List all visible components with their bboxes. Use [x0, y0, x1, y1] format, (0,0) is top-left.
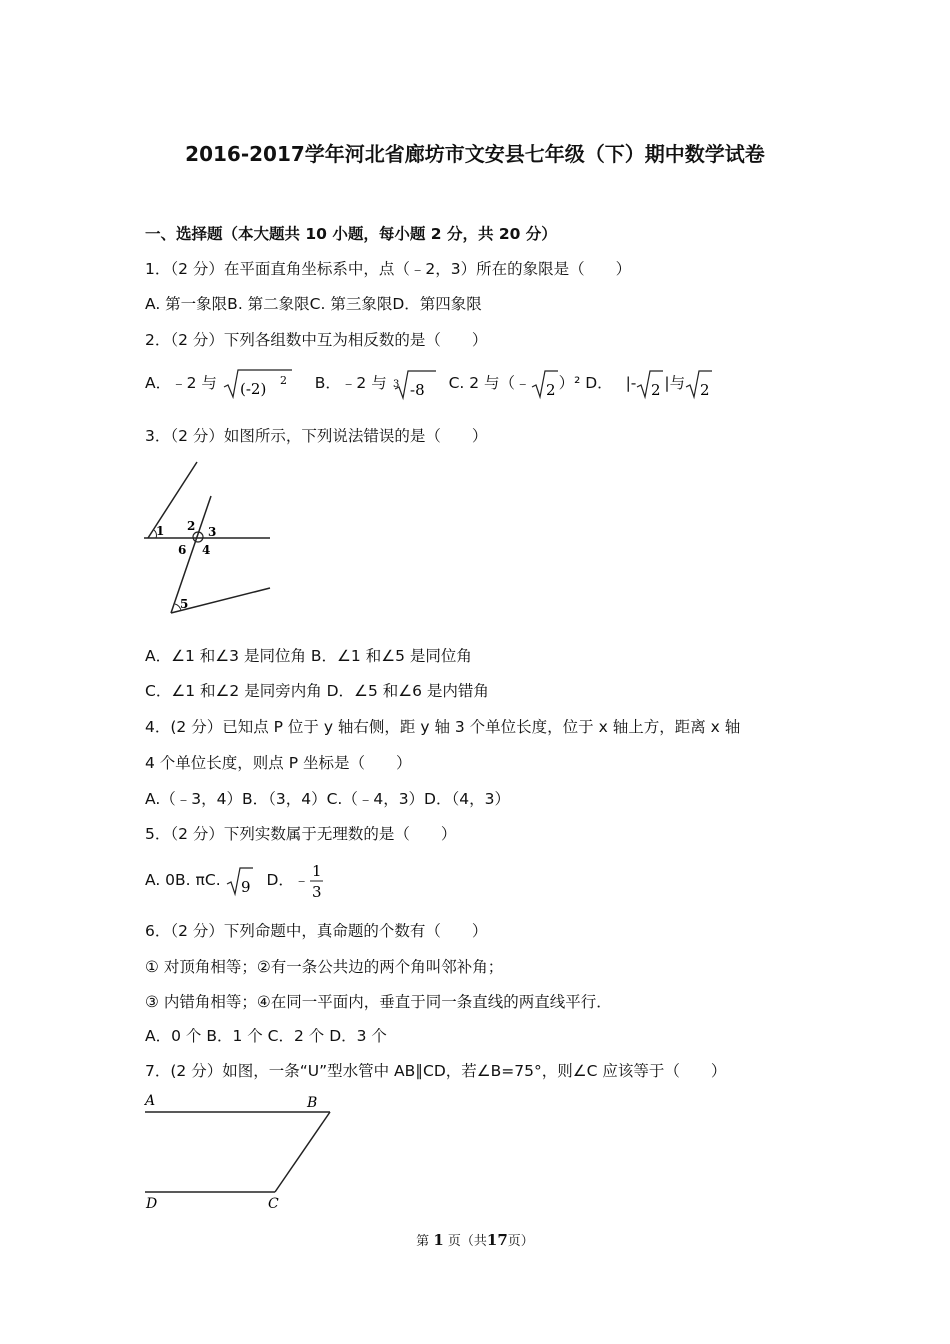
- footer-total-pages: 17: [486, 1231, 508, 1249]
- q2-a-exponent: 2: [279, 373, 287, 387]
- angle-label-3: 3: [208, 525, 217, 539]
- q2-option-b: B．﹣2 与: [314, 374, 387, 392]
- q2-option-c: C. 2 与（﹣: [448, 374, 531, 392]
- q2-options: [145, 366, 713, 401]
- q2-d-radicand-2: 2: [700, 380, 710, 399]
- angle-label-4: 4: [202, 543, 211, 557]
- q1-stem: 1．（2 分）在平面直角坐标系中，点（﹣2，3）所在的象限是（ ）: [145, 260, 632, 278]
- q4-stem-line2: 4 个单位长度，则点 P 坐标是（ ）: [145, 754, 412, 772]
- q2-stem: 2．（2 分）下列各组数中互为相反数的是（ ）: [145, 331, 488, 349]
- q6-statement-1: ① 对顶角相等；②有一条公共边的两个角叫邻补角；: [145, 958, 504, 976]
- sqrt-icon: [685, 367, 713, 401]
- angle-label-1: 1: [156, 524, 165, 538]
- q3-figure: [140, 458, 275, 618]
- q2-option-a: A．﹣2 与: [145, 374, 217, 392]
- footer-page-number: 1: [433, 1231, 444, 1249]
- q7-figure: [140, 1090, 340, 1220]
- q5-options-ab: A. 0B. πC.: [145, 871, 221, 889]
- sqrt-icon: [636, 367, 664, 401]
- q2-a-radicand: (-2): [239, 379, 267, 398]
- point-label-a: A: [145, 1093, 156, 1109]
- q3-options-cd: C．∠1 和∠2 是同旁内角 D．∠5 和∠6 是内错角: [145, 682, 489, 700]
- q4-stem-line1: 4．(2 分）已知点 P 位于 y 轴右侧，距 y 轴 3 个单位长度，位于 x 轴上方，距离 x 轴: [145, 718, 741, 736]
- q4-options: A.（﹣3，4）B．（3，4）C.（﹣4，3）D．（4，3）: [145, 790, 510, 808]
- q3-options-ab: A．∠1 和∠3 是同位角 B．∠1 和∠5 是同位角: [145, 647, 472, 665]
- q2-b-index: 3: [392, 378, 400, 390]
- point-label-b: B: [307, 1095, 318, 1111]
- q2-d-radicand-1: 2: [651, 380, 661, 399]
- q2-c-radicand: 2: [545, 380, 556, 399]
- page-footer: [0, 1230, 950, 1249]
- q6-options: A．0 个 B．1 个 C．2 个 D．3 个: [145, 1027, 387, 1045]
- exam-title: 2016-2017学年河北省廊坊市文安县七年级（下）期中数学试卷: [185, 142, 765, 166]
- sqrt-icon: [226, 864, 254, 898]
- q5-option-d: D．﹣: [266, 871, 310, 889]
- q5-c-radicand: 9: [240, 877, 251, 896]
- q6-stem: 6．（2 分）下列命题中，真命题的个数有（ ）: [145, 922, 488, 940]
- q5-stem: 5．（2 分）下列实数属于无理数的是（ ）: [145, 825, 457, 843]
- q7-stem: 7．(2 分）如图，一条“U”型水管中 AB∥CD，若∠B=75°，则∠C 应该等于（ ）: [145, 1062, 727, 1080]
- q5-fraction-denominator: 3: [312, 882, 322, 901]
- sqrt-icon: [222, 367, 294, 401]
- fraction-icon: [309, 861, 325, 901]
- angle-label-5: 5: [180, 597, 189, 611]
- q5-fraction-numerator: 1: [312, 861, 322, 880]
- footer-middle: 页（共: [447, 1234, 487, 1249]
- q5-options: [145, 860, 325, 901]
- section-heading: 一、选择题（本大题共 10 小题，每小题 2 分，共 20 分）: [145, 225, 557, 243]
- q2-b-radicand: -8: [409, 380, 425, 399]
- sqrt-icon: [531, 367, 559, 401]
- q1-options: A. 第一象限B. 第二象限C. 第三象限D．第四象限: [145, 295, 482, 313]
- footer-prefix: 第: [416, 1234, 430, 1249]
- q3-stem: 3．（2 分）如图所示，下列说法错误的是（ ）: [145, 427, 488, 445]
- q2-option-d-with: |与: [664, 374, 686, 392]
- q2-option-d-abs: |-: [625, 374, 637, 392]
- point-label-d: D: [146, 1196, 158, 1212]
- q6-statement-2: ③ 内错角相等；④在同一平面内，垂直于同一条直线的两直线平行．: [145, 993, 612, 1011]
- q2-option-c-tail: ）² D．: [558, 374, 613, 392]
- cube-root-icon: [392, 367, 438, 401]
- point-label-c: C: [268, 1196, 279, 1212]
- angle-label-2: 2: [187, 519, 196, 533]
- angle-label-6: 6: [178, 543, 187, 557]
- footer-suffix: 页）: [507, 1234, 534, 1249]
